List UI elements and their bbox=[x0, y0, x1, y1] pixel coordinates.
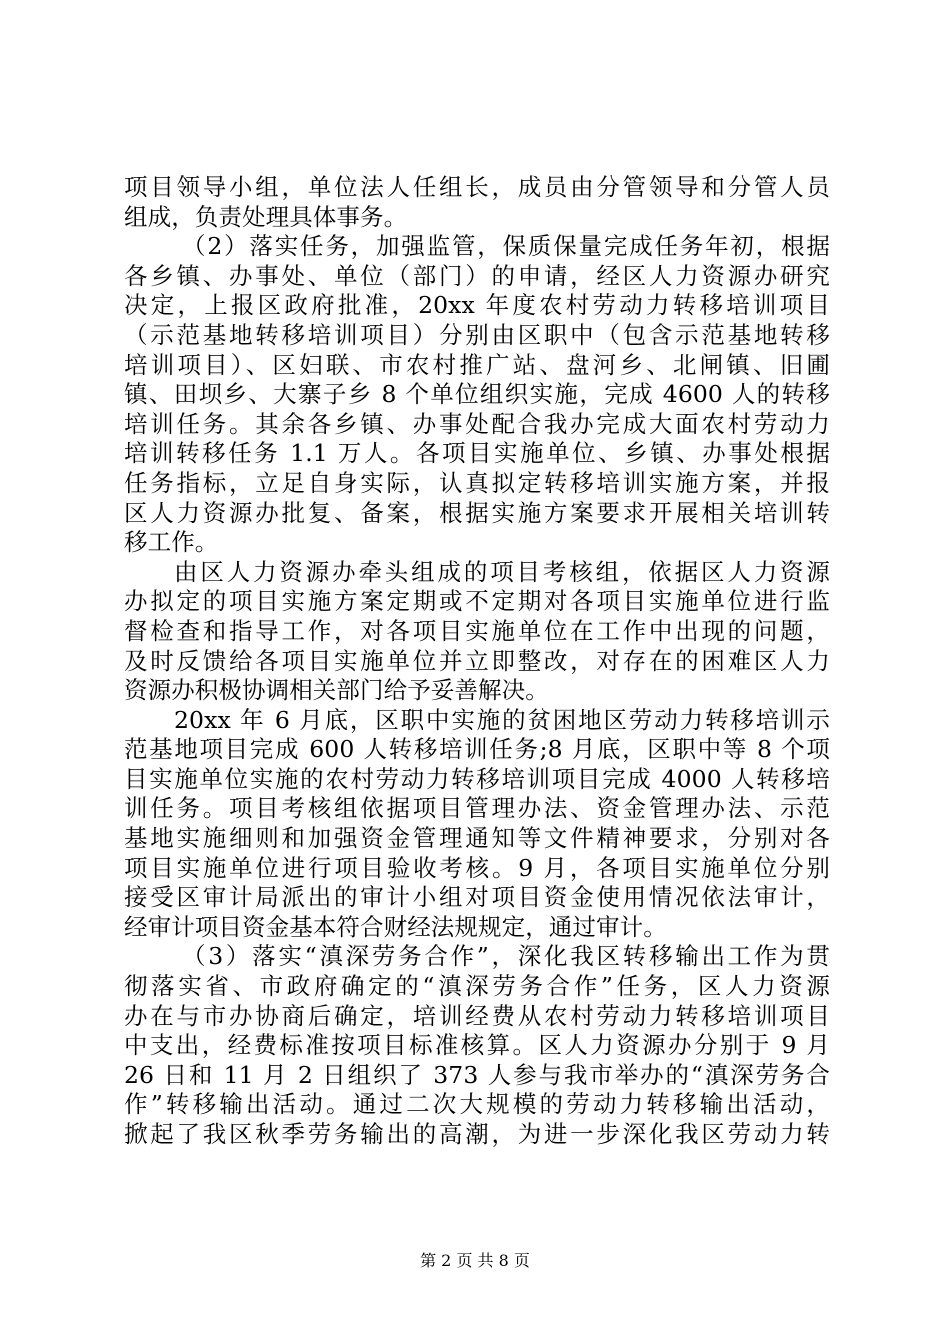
text-line: 经审计项目资金基本符合财经法规规定，通过审计。 bbox=[124, 912, 667, 941]
text-line: 20xx 年 6 月底，区职中实施的贫困地区劳动力转移培训示 bbox=[174, 705, 830, 734]
text-line: 由区人力资源办牵头组成的项目考核组，依据区人力资源 bbox=[174, 557, 830, 586]
text-line: 办在与市办协商后确定，培训经费从农村劳动力转移培训项目 bbox=[124, 1001, 830, 1030]
text-line: 中支出，经费标准按项目标准核算。区人力资源办分别于 9 月 bbox=[124, 1031, 830, 1060]
text-line: （2）落实任务，加强监管，保质保量完成任务年初，根据 bbox=[182, 232, 830, 261]
text-line: 资源办积极协调相关部门给予妥善解决。 bbox=[124, 676, 549, 705]
text-line: 督检查和指导工作，对各项目实施单位在工作中出现的问题， bbox=[124, 616, 830, 645]
text-line: 区人力资源办批复、备案，根据实施方案要求开展相关培训转 bbox=[124, 498, 830, 527]
text-line: 移工作。 bbox=[124, 528, 219, 557]
text-line: 各乡镇、办事处、单位（部门）的申请，经区人力资源办研究 bbox=[124, 261, 830, 290]
text-line: （示范基地转移培训项目）分别由区职中（包含示范基地转移 bbox=[124, 320, 830, 349]
text-line: 训任务。项目考核组依据项目管理办法、资金管理办法、示范 bbox=[124, 794, 830, 823]
text-line: 目实施单位实施的农村劳动力转移培训项目完成 4000 人转移培 bbox=[124, 764, 830, 793]
text-line: 项目实施单位进行项目验收考核。9 月，各项目实施单位分别 bbox=[124, 853, 830, 882]
text-line: 项目领导小组，单位法人任组长，成员由分管领导和分管人员 bbox=[124, 173, 830, 201]
text-line: 决定，上报区政府批准，20xx 年度农村劳动力转移培训项目 bbox=[124, 291, 830, 320]
page-number-label: 第 2 页 共 8 页 bbox=[420, 1251, 530, 1270]
page-footer bbox=[0, 1248, 950, 1271]
text-line: 任务指标，立足自身实际，认真拟定转移培训实施方案，并报 bbox=[124, 468, 830, 497]
text-line: 掀起了我区秋季劳务输出的高潮，为进一步深化我区劳动力转 bbox=[124, 1120, 830, 1148]
text-line: 彻落实省、市政府确定的“滇深劳务合作”任务，区人力资源 bbox=[124, 972, 830, 1001]
text-line: 组成，负责处理具体事务。 bbox=[124, 202, 408, 231]
text-line: 培训任务。其余各乡镇、办事处配合我办完成大面农村劳动力 bbox=[124, 409, 830, 438]
text-line: 镇、田坝乡、大寨子乡 8 个单位组织实施，完成 4600 人的转移 bbox=[124, 380, 830, 409]
text-line: 及时反馈给各项目实施单位并立即整改，对存在的困难区人力 bbox=[124, 646, 830, 675]
text-line: 基地实施细则和加强资金管理通知等文件精神要求，分别对各 bbox=[124, 824, 830, 853]
text-line: 作”转移输出活动。通过二次大规模的劳动力转移输出活动， bbox=[124, 1090, 830, 1119]
text-line: 范基地项目完成 600 人转移培训任务;8 月底，区职中等 8 个项 bbox=[124, 735, 830, 764]
text-line: 培训项目）、区妇联、市农村推广站、盘河乡、北闸镇、旧圃 bbox=[124, 350, 830, 379]
text-line: （3）落实“滇深劳务合作”，深化我区转移输出工作为贯 bbox=[182, 942, 830, 971]
text-line: 培训转移任务 1.1 万人。各项目实施单位、乡镇、办事处根据 bbox=[124, 439, 830, 468]
text-line: 办拟定的项目实施方案定期或不定期对各项目实施单位进行监 bbox=[124, 587, 830, 616]
document-body bbox=[124, 173, 830, 1150]
text-line: 接受区审计局派出的审计小组对项目资金使用情况依法审计， bbox=[124, 883, 830, 912]
text-line: 26 日和 11 月 2 日组织了 373 人参与我市举办的“滇深劳务合 bbox=[124, 1060, 830, 1089]
